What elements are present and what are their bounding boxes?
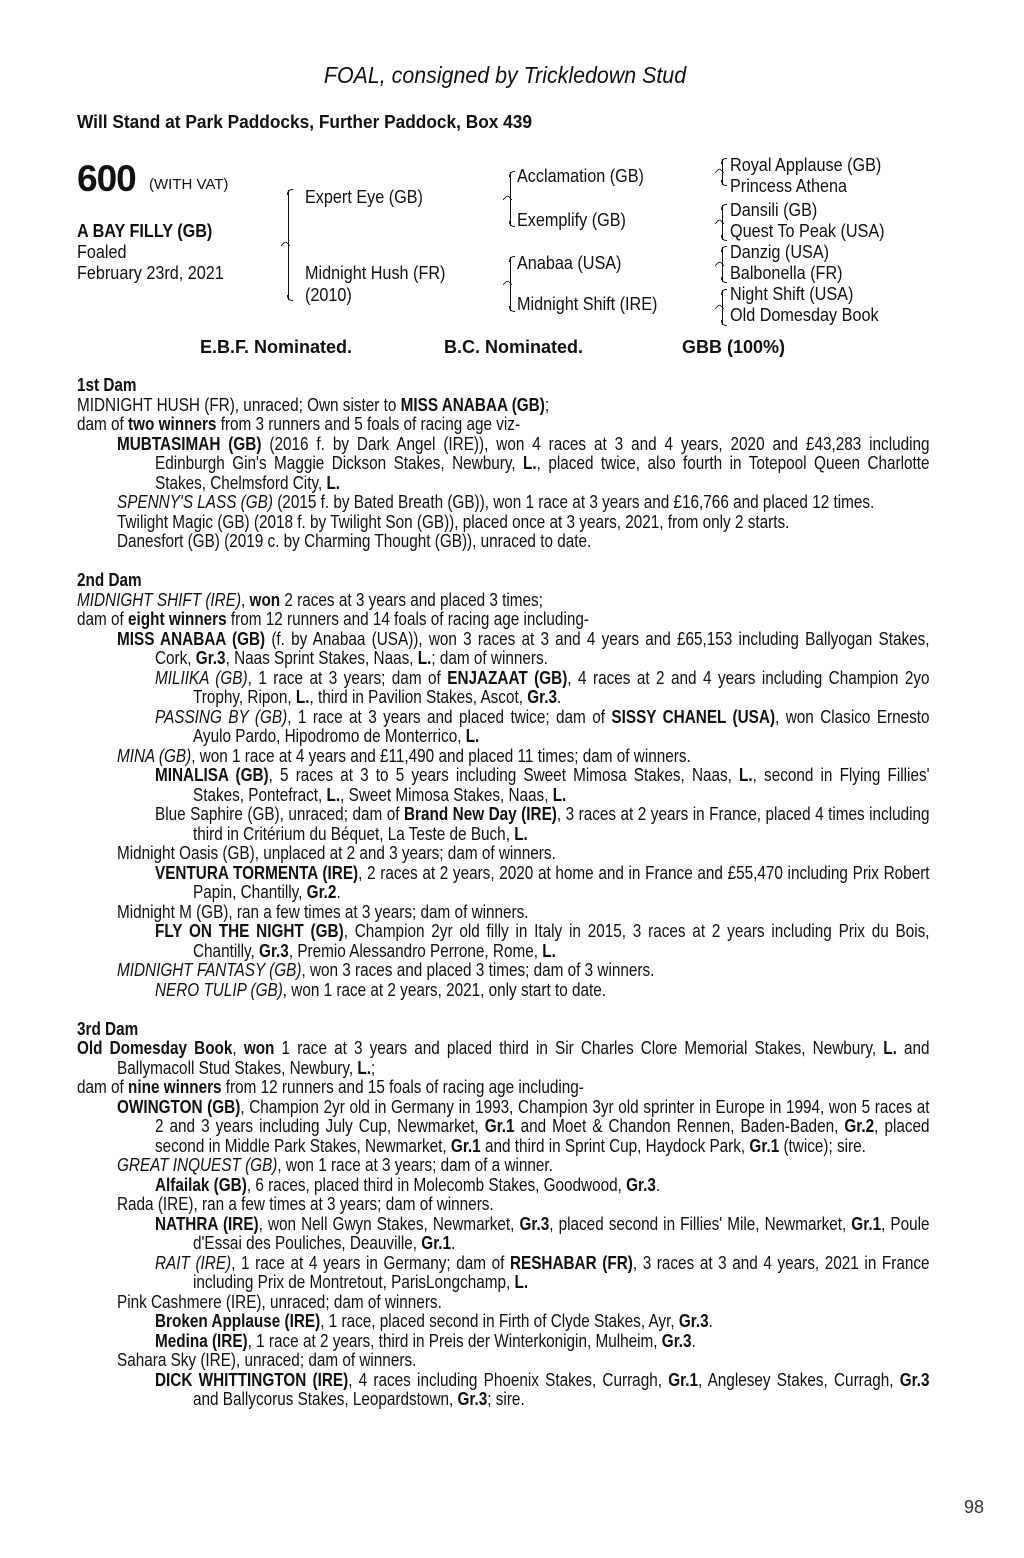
bold-text: L. [883,1038,897,1058]
foaled-date: February 23rd, 2021 [77,263,224,283]
ebf-nomination: E.B.F. Nominated. [200,337,353,357]
produce-record [77,493,930,513]
pedigree-dam-dam: Midnight Shift (IRE) [517,294,658,314]
bold-text: Gr.3 [661,1330,692,1351]
produce-record [77,922,930,961]
text: Danesfort (GB) (2019 c. by Charming Thought (GB)), unraced to date. [116,531,592,551]
text: 2 races at 3 years and placed 3 times; [280,589,543,610]
bc-nomination: B.C. Nominated. [444,337,584,357]
produce-record [77,1098,930,1157]
text: , Anglesey Stakes, Curragh, [697,1369,900,1390]
bold-text: Gr.3 [519,1213,550,1234]
bold-text: L. [326,472,341,493]
text: , placed twice, also fourth in Totepool Queen Charlotte Stakes, Chelmsford City, [154,453,930,493]
bold-text: L. [295,687,310,707]
text: , Sweet Mimosa Stakes, Naas, [340,784,553,805]
produce-record [77,610,930,630]
italic-text: MIDNIGHT SHIFT (IRE) [77,589,242,610]
produce-record [77,844,930,864]
bold-text: L. [514,1272,529,1292]
text: , 4 races at 2 and 4 years including Champion 2yo Trophy, Ripon, [192,667,930,707]
text: and Ballycorus Stakes, Leopardstown, [192,1389,458,1409]
text: , Champion 2yr old in Germany in 1993, Champion 3yr old sprinter in Europe in 1994, won 5 races at 2 and 3 years including July Cup, Newmarket, [154,1096,930,1136]
produce-record [77,1176,930,1196]
text: Twilight Magic (GB) (2018 f. by Twilight Son (GB)), placed once at 3 years, 2021, from only 2 starts. [116,511,790,532]
text: and Ballymacoll Stud Stakes, Newbury, [116,1038,930,1078]
text: , Naas Sprint Stakes, Naas, [225,648,418,668]
text: ; sire. [487,1389,525,1409]
text: . [655,1174,661,1195]
bold-text: MINALISA (GB) [155,765,269,785]
dam-section [77,1020,930,1410]
produce-record [77,669,930,708]
bold-text: two winners [128,414,217,434]
bold-text: MUBTASIMAH (GB) [116,433,262,454]
bold-text: L. [357,1057,371,1078]
text: , 1 race at 3 years and placed twice; dam of [287,706,612,727]
text: , Champion 2yr old filly in Italy in 2015, 3 races at 2 years including Prix du Bois, Chantilly, [192,921,930,961]
bold-text: L. [514,823,528,844]
bold-text: RESHABAR (FR) [509,1252,633,1273]
italic-text: PASSING BY (GB) [155,706,288,727]
bold-text: won [243,1038,275,1058]
produce-record [77,708,930,747]
gbb-status: GBB (100%) [682,337,786,357]
text: ; [544,394,550,415]
foaled-label: Foaled [77,242,127,262]
bold-text: L. [465,726,480,746]
produce-record [77,591,930,611]
text: , 3 races at 3 and 4 years, 2021 in France including Prix de Montretout, ParisLongchamp, [192,1252,930,1292]
produce-record [77,415,930,435]
brace [722,247,723,282]
bold-text: L. [542,940,556,961]
text: , won Nell Gwyn Stakes, Newmarket, [258,1213,520,1234]
text: , 1 race at 3 years; dam of [247,667,448,688]
bold-text: won [249,589,281,610]
text: . [691,1330,696,1351]
text: , 4 races including Phoenix Stakes, Curragh, [348,1369,669,1390]
dam-section [77,571,930,1000]
text: . [336,882,341,902]
brace [510,172,511,226]
text: , second in Flying Fillies' Stakes, Pontefract, [192,765,930,805]
bold-text: ENJAZAAT (GB) [447,667,568,688]
text: from 12 runners and 14 foals of racing age including- [226,609,589,629]
produce-record [77,981,930,1001]
bold-text: L. [326,784,341,805]
text: (2015 f. by Bated Breath (GB)), won 1 race at 3 years and £16,766 and placed 12 times. [272,492,875,512]
italic-text: GREAT INQUEST (GB) [116,1155,278,1175]
bold-text: Gr.1 [749,1135,780,1156]
bold-text: Gr.1 [421,1233,452,1253]
text: and Moet & Chandon Rennen, Baden-Baden, [514,1116,845,1136]
produce-record [77,1254,930,1293]
produce-record [77,1195,930,1215]
pedigree-sire-dam: Exemplify (GB) [517,210,626,230]
text: , third in Pavilion Stakes, Ascot, [309,687,528,707]
text: ; [370,1057,376,1078]
text: , 5 races at 3 to 5 years including Sweet Mimosa Stakes, Naas, [268,765,740,785]
text: Rada (IRE), ran a few times at 3 years; dam of winners. [116,1194,494,1214]
bold-text: Brand New Day (IRE) [403,804,557,824]
produce-record [77,1156,930,1176]
bold-text: Gr.3 [259,940,289,961]
bold-text: L. [739,765,753,785]
pedigree-dsd: Balbonella (FR) [730,263,843,283]
text: Blue Saphire (GB), unraced; dam of [155,804,404,824]
italic-text: NERO TULIP (GB) [155,979,283,1000]
text: Sahara Sky (IRE), unraced; dam of winners. [116,1350,417,1370]
bold-text: Alfailak (GB) [155,1174,247,1195]
section-heading: 2nd Dam [77,570,142,590]
pedigree-sire-sire: Acclamation (GB) [517,166,644,186]
produce-record [77,1332,930,1352]
bold-text: Gr.1 [484,1116,515,1136]
bold-text: L. [523,453,537,473]
text: , Poule d'Essai des Pouliches, Deauville, [192,1213,930,1253]
produce-record [77,1039,930,1078]
vat-note: (WITH VAT) [149,176,229,193]
stand-location: Will Stand at Park Paddocks, Further Paddock, Box 439 [77,112,533,132]
text: . [556,687,562,707]
pedigree-dds: Night Shift (USA) [730,284,854,304]
italic-text: MIDNIGHT FANTASY (GB) [116,960,302,980]
brace [288,190,289,300]
text: , won 1 race at 2 years, 2021, only start to date. [282,979,606,1000]
brace [722,290,723,325]
produce-record [77,532,930,552]
bold-text: Gr.3 [678,1311,709,1331]
bold-text: L. [417,648,432,668]
text: , placed second in Middle Park Stakes, Newmarket, [154,1116,930,1156]
produce-record [77,961,930,981]
page-number: 98 [963,1497,984,1517]
bold-text: Gr.2 [306,882,337,902]
bold-text: Gr.1 [668,1369,698,1390]
produce-record [77,747,930,767]
produce-record [77,766,930,805]
text: , 3 races at 2 years in France, placed 4 times including third in Critérium du Béquet, La Teste de Buch, [192,804,930,844]
text: , 1 race at 2 years, third in Preis der Winterkonigin, Mulheim, [247,1330,662,1351]
text: from 12 runners and 15 foals of racing age including- [221,1077,584,1097]
bold-text: VENTURA TORMENTA (IRE) [155,862,359,883]
bold-text: Old Domesday Book [77,1038,233,1058]
brace [722,205,723,240]
pedigree-dam-sire: Anabaa (USA) [517,253,622,273]
text: , Premio Alessandro Perrone, Rome, [288,940,543,961]
bold-text: Broken Applause (IRE) [155,1311,321,1331]
bold-text: MISS ANABAA (GB) [400,394,545,415]
pedigree-dss: Danzig (USA) [730,242,830,262]
text: from 3 runners and 5 foals of racing age viz- [216,414,521,434]
section-heading: 1st Dam [77,375,137,395]
italic-text: MINA (GB) [116,745,192,766]
bold-text: DICK WHITTINGTON (IRE) [155,1369,349,1390]
pedigree-ssd: Princess Athena [730,176,848,196]
bold-text: Gr.2 [844,1116,875,1136]
pedigree-sire: Expert Eye (GB) [305,187,423,207]
bold-text: eight winners [128,609,227,629]
text: , 2 races at 2 years, 2020 at home and in France and £55,470 including Prix Robert Papin, Chantilly, [192,862,930,902]
text: and third in Sprint Cup, Haydock Park, [480,1135,750,1156]
lot-name: A BAY FILLY (GB) [77,221,213,241]
text: Pink Cashmere (IRE), unraced; dam of winners. [116,1291,442,1312]
bold-text: Gr.1 [851,1213,882,1234]
text: dam of [77,1077,129,1097]
produce-record [77,864,930,903]
pedigree-ddd: Old Domesday Book [730,305,879,325]
pedigree-sdd: Quest To Peak (USA) [730,221,885,241]
text: , won Clasico Ernesto Ayulo Pardo, Hipodromo de Monterrico, [192,706,930,746]
bold-text: Gr.3 [527,687,557,707]
lot-number: 600 [77,158,136,199]
produce-record [77,630,930,669]
produce-record [77,805,930,844]
pedigree-dam-year: (2010) [305,285,352,305]
produce-record [77,1312,930,1332]
text: , placed second in Fillies' Mile, Newmarket, [549,1213,852,1234]
text: , won 3 races and placed 3 times; dam of 3 winners. [301,960,655,980]
text: , 1 race at 4 years in Germany; dam of [231,1252,510,1273]
bold-text: Gr.3 [626,1174,656,1195]
text: , won 1 race at 3 years; dam of a winner. [277,1155,553,1175]
section-heading: 3rd Dam [77,1018,139,1039]
dam-section [77,376,930,552]
pedigree-sds: Dansili (GB) [730,200,818,220]
bold-text: Gr.1 [450,1135,481,1156]
produce-record [77,396,930,416]
bold-text: NATHRA (IRE) [155,1213,259,1234]
text: dam of [77,414,129,434]
produce-record [77,435,930,494]
produce-record [77,1078,930,1098]
produce-record [77,1371,930,1410]
produce-record [77,1215,930,1254]
text: . [708,1311,713,1331]
brace [510,257,511,311]
italic-text: RAIT (IRE) [155,1252,232,1273]
text: Midnight M (GB), ran a few times at 3 years; dam of winners. [116,901,529,922]
bold-text: L. [552,784,567,805]
text: MIDNIGHT HUSH (FR), unraced; Own sister to [77,394,401,415]
bold-text: Gr.3 [195,648,226,668]
text: Midnight Oasis (GB), unplaced at 2 and 3 years; dam of winners. [116,843,556,863]
text: , won 1 race at 4 years and £11,490 and placed 11 times; dam of winners. [191,745,691,766]
text: (2016 f. by Dark Angel (IRE)), won 4 races at 3 and 4 years, 2020 and £43,283 including Edinburgh Gin's Maggie Dickson Stakes, Newbury, [154,433,930,473]
bold-text: FLY ON THE NIGHT (GB) [155,921,344,941]
produce-record [77,1293,930,1313]
pedigree-dam: Midnight Hush (FR) [305,263,446,283]
text: , [232,1038,244,1058]
italic-text: MILIIKA (GB) [155,667,248,688]
text: ; dam of winners. [431,648,548,668]
bold-text: Medina (IRE) [155,1330,248,1351]
text: , 1 race, placed second in Firth of Clyde Stakes, Ayr, [320,1311,679,1331]
produce-record [77,1351,930,1371]
text: , 6 races, placed third in Molecomb Stakes, Goodwood, [246,1174,627,1195]
bold-text: MISS ANABAA (GB) [116,628,266,649]
text: , [241,589,250,610]
brace [722,159,723,185]
text: (twice); sire. [779,1135,866,1156]
bold-text: Gr.3 [457,1389,488,1409]
italic-text: SPENNY'S LASS (GB) [116,492,273,512]
text: . [451,1233,456,1253]
bold-text: nine winners [128,1077,222,1097]
bold-text: OWINGTON (GB) [116,1096,241,1117]
text: dam of [77,609,129,629]
produce-record [77,903,930,923]
text: (f. by Anabaa (USA)), won 3 races at 3 and 4 years and £65,153 including Ballyogan Stakes, Cork, [154,628,930,668]
produce-record [77,513,930,533]
bold-text: SISSY CHANEL (USA) [611,706,776,727]
pedigree-sss: Royal Applause (GB) [730,155,882,175]
page-title: FOAL, consigned by Trickledown Stud [323,62,687,88]
bold-text: Gr.3 [899,1369,930,1390]
text: 1 race at 3 years and placed third in Sir Charles Clore Memorial Stakes, Newbury, [274,1038,884,1058]
dam-line-sections [77,376,930,1429]
